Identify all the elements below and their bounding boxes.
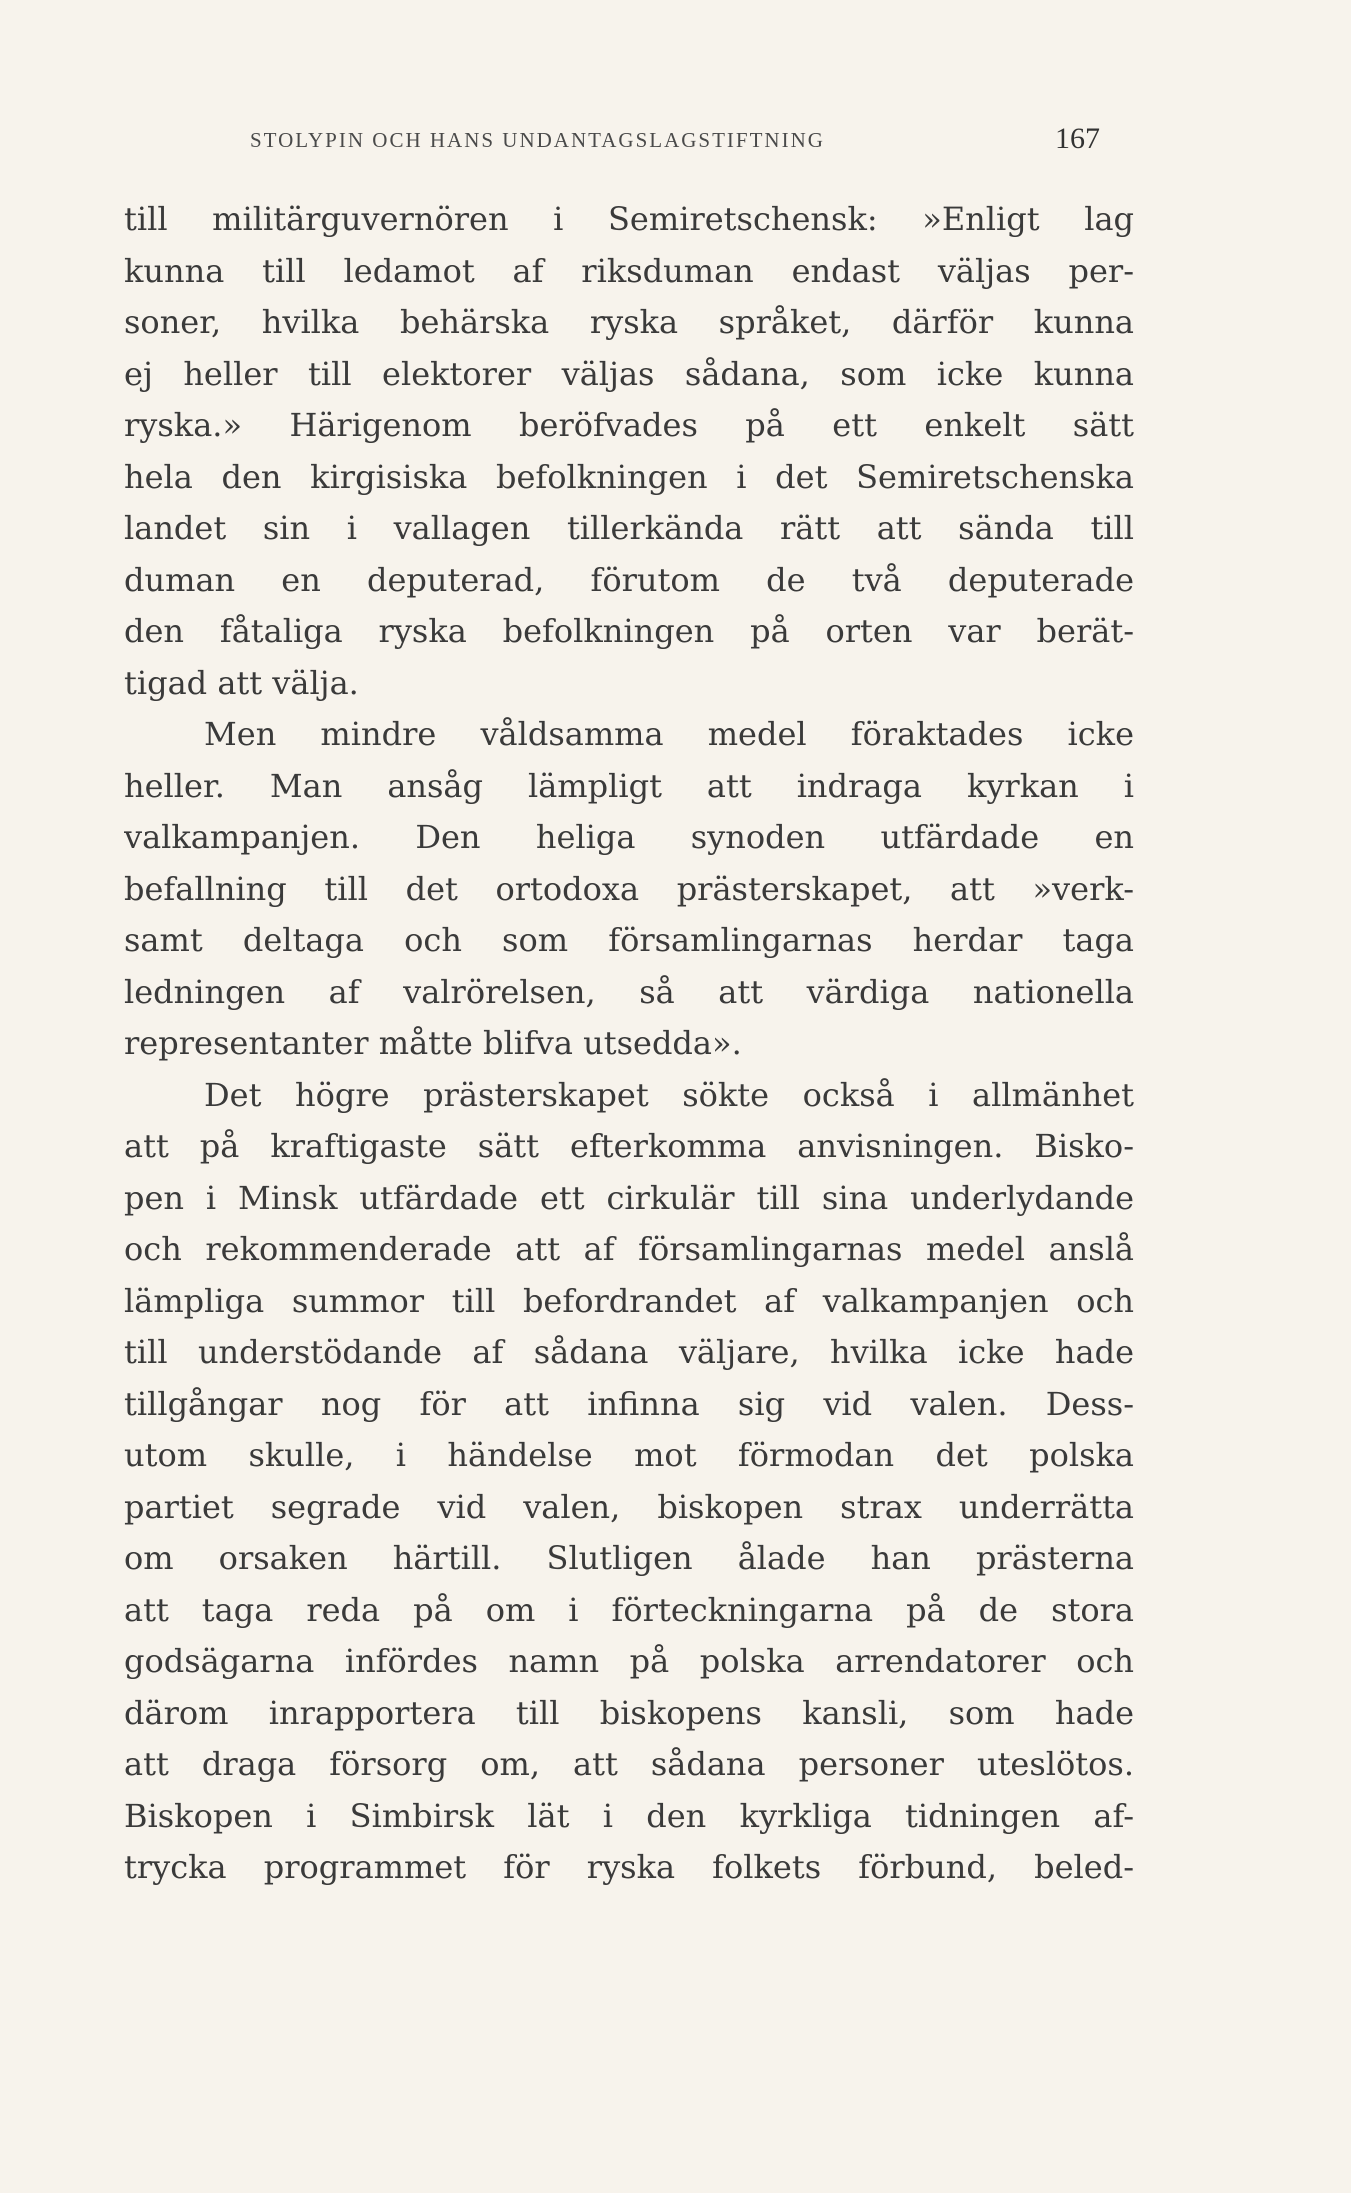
- text-line: till militärguvernören i Semiretschensk: »Enligt lag: [124, 200, 1134, 238]
- text-line: soner, hvilka behärska ryska språket, därför kunna: [124, 303, 1134, 341]
- text-line: duman en deputerad, förutom de två deputerade: [124, 560, 1134, 599]
- text-line: samt deltaga och som församlingarnas herdar taga: [124, 921, 1134, 959]
- running-head: STOLYPIN OCH HANS UNDANTAGSLAGSTIFTNING: [250, 128, 825, 152]
- text-line: befallning till det ortodoxa prästerskapet, att »verk-: [124, 869, 1134, 908]
- text-line: att taga reda på om i förteckningarna på de stora: [124, 1590, 1134, 1629]
- text-line: till understödande af sådana väljare, hvilka icke hade: [124, 1333, 1134, 1371]
- text-line: den fåtaliga ryska befolkningen på orten var berät-: [124, 612, 1134, 650]
- text-line: ej heller till elektorer väljas sådana, som icke kunna: [124, 354, 1134, 393]
- text-line: heller. Man ansåg lämpligt att indraga kyrkan i: [124, 766, 1134, 805]
- text-line: landet sin i vallagen tillerkända rätt att sända till: [124, 509, 1134, 547]
- body-text: [124, 194, 1134, 1894]
- text-line: trycka programmet för ryska folkets förbund, beled-: [124, 1848, 1134, 1886]
- text-line: utom skulle, i händelse mot förmodan det polska: [124, 1436, 1134, 1474]
- text-line: Biskopen i Simbirsk lät i den kyrkliga tidningen af-: [124, 1796, 1134, 1835]
- text-line: om orsaken härtill. Slutligen ålade han prästerna: [124, 1539, 1134, 1577]
- text-line: representanter måtte blifva utsedda».: [124, 1024, 742, 1062]
- text-line: att draga försorg om, att sådana personer uteslötos.: [124, 1745, 1134, 1783]
- text-line: pen i Minsk utfärdade ett cirkulär till sina underlydande: [124, 1178, 1134, 1217]
- text-line: lämpliga summor till befordrandet af valkampanjen och: [124, 1281, 1134, 1320]
- page-number: 167: [1055, 122, 1100, 155]
- text-line: tillgångar nog för att infinna sig vid valen. Dess-: [124, 1384, 1134, 1423]
- text-line: Men mindre våldsamma medel föraktades icke: [204, 715, 1134, 753]
- text-line: godsägarna infördes namn på polska arrendatorer och: [124, 1642, 1134, 1680]
- text-line: Det högre prästerskapet sökte också i allmänhet: [204, 1075, 1134, 1114]
- text-line: ledningen af valrörelsen, så att värdiga nationella: [124, 972, 1134, 1011]
- text-line: kunna till ledamot af riksduman endast väljas per-: [124, 251, 1134, 290]
- text-line: partiet segrade vid valen, biskopen strax underrätta: [124, 1487, 1134, 1526]
- text-line: därom inrapportera till biskopens kansli, som hade: [124, 1693, 1134, 1732]
- text-line: och rekommenderade att af församlingarnas medel anslå: [124, 1230, 1134, 1268]
- text-line: att på kraftigaste sätt efterkomma anvisningen. Bisko-: [124, 1127, 1134, 1165]
- text-line: valkampanjen. Den heliga synoden utfärdade en: [124, 818, 1134, 856]
- text-line: tigad att välja.: [124, 663, 359, 702]
- text-line: ryska.» Härigenom beröfvades på ett enkelt sätt: [124, 406, 1134, 444]
- text-line: hela den kirgisiska befolkningen i det Semiretschenska: [124, 457, 1134, 496]
